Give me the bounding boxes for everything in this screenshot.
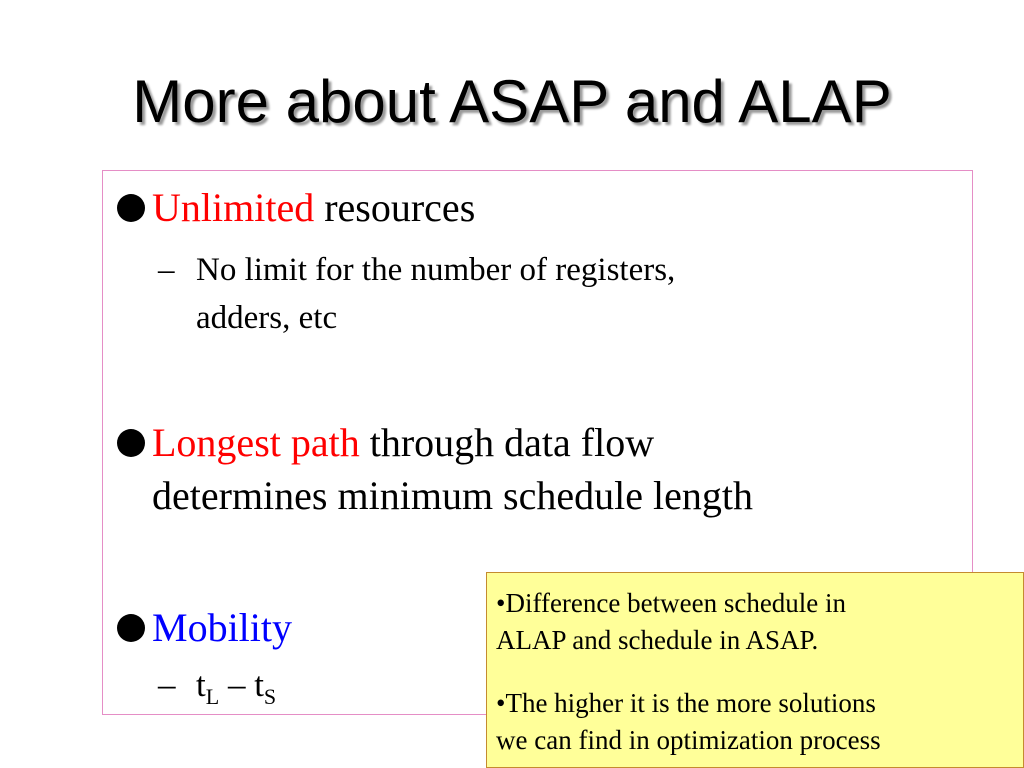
bullet-dot-icon xyxy=(117,429,145,457)
formula-t: t xyxy=(196,665,206,704)
bullet-text: through data flow xyxy=(359,420,655,465)
bullet-highlight: Longest path xyxy=(152,420,360,465)
note-line: •Difference between schedule in xyxy=(496,588,847,618)
sub-bullet-text-line-2: adders, etc xyxy=(196,300,338,336)
bullet-dot-icon xyxy=(117,194,145,222)
bullet-dot-icon xyxy=(117,614,145,642)
mobility-formula xyxy=(196,661,276,713)
sub-bullet-text-line-1: No limit for the number of registers, xyxy=(196,252,676,288)
note-box xyxy=(486,572,1024,768)
dash-icon: – xyxy=(158,665,176,704)
formula-subscript-l: L xyxy=(205,684,220,709)
bullet-text: resources xyxy=(314,185,476,230)
formula-subscript-s: S xyxy=(263,684,277,709)
bullet-highlight: Unlimited xyxy=(152,185,315,230)
dash-icon: – xyxy=(158,252,175,288)
bullet-text-line-2: determines minimum schedule length xyxy=(152,473,753,518)
formula-minus: – xyxy=(219,665,255,704)
note-line: we can find in optimization process xyxy=(496,725,881,755)
note-line: •The higher it is the more solutions xyxy=(496,688,876,718)
note-line: ALAP and schedule in ASAP. xyxy=(496,625,819,655)
bullet-highlight: Mobility xyxy=(152,605,293,650)
formula-t: t xyxy=(254,665,264,704)
slide-title: More about ASAP and ALAP xyxy=(132,68,892,135)
